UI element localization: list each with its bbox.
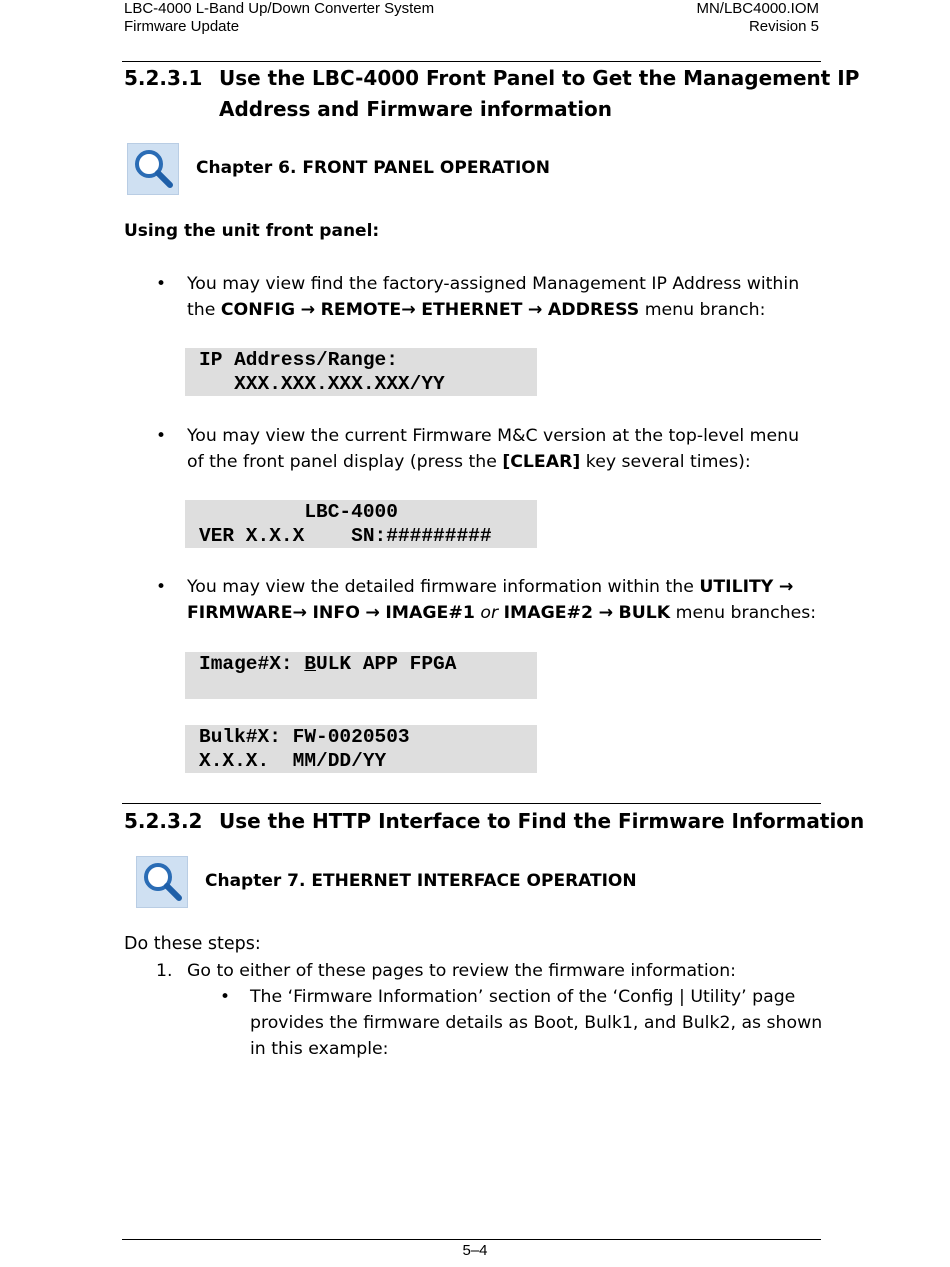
bullet-1-line2: the CONFIG → REMOTE→ ETHERNET → ADDRESS menu branch: — [187, 300, 766, 320]
step-1-number: 1. — [156, 961, 173, 981]
image-select-display: Image#X: BULK APP FPGA — [185, 652, 537, 699]
ip-address-display: IP Address/Range: XXX.XXX.XXX.XXX/YY — [185, 348, 537, 396]
bullet-2-text — [187, 423, 799, 475]
sub-bullet-marker: • — [220, 987, 231, 1007]
running-header-right — [696, 0, 819, 36]
cursor-position: B — [304, 653, 317, 675]
section1-number: 5.2.3.1 — [124, 66, 203, 90]
bulk-info-display: Bulk#X: FW-0020503 X.X.X. MM/DD/YY — [185, 725, 537, 773]
chapter6-reference: Chapter 6. FRONT PANEL OPERATION — [196, 158, 550, 178]
sub-bullet-text — [250, 984, 822, 1062]
footer-rule — [122, 1239, 821, 1240]
bullet-2-line1: You may view the current Firmware M&C version at the top-level menu — [187, 426, 800, 446]
section1-rule — [122, 61, 821, 62]
bullet-1-marker: • — [156, 274, 167, 294]
steps-intro: Do these steps: — [124, 934, 261, 954]
version-display: LBC-4000 VER X.X.X SN:######### — [185, 500, 537, 548]
magnifier-icon — [127, 143, 179, 195]
bullet-2-marker: • — [156, 426, 167, 446]
magnifier-icon — [136, 856, 188, 908]
section2-rule — [122, 803, 821, 804]
sub-bullet-line2: provides the firmware details as Boot, Bulk1, and Bulk2, as shown — [250, 1013, 823, 1033]
bullet-3-line2: FIRMWARE→ INFO → IMAGE#1 or IMAGE#2 → BULK menu branches: — [187, 603, 817, 623]
sub-bullet-line1: The ‘Firmware Information’ section of the ‘Config | Utility’ page — [250, 987, 796, 1007]
bullet-3-line1: You may view the detailed firmware information within the UTILITY → — [187, 577, 794, 597]
section2-number: 5.2.3.2 — [124, 809, 203, 833]
header-product: LBC-4000 L-Band Up/Down Converter System — [124, 0, 435, 17]
section2-title: Use the HTTP Interface to Find the Firmware Information — [219, 809, 865, 833]
section1-title — [219, 63, 859, 125]
chapter7-reference: Chapter 7. ETHERNET INTERFACE OPERATION — [205, 871, 637, 891]
bullet-1-text — [187, 271, 799, 323]
sub-bullet-line3: in this example: — [250, 1039, 389, 1059]
running-header-left — [124, 0, 434, 36]
bullet-3-text — [187, 574, 816, 626]
front-panel-intro: Using the unit front panel: — [124, 221, 380, 241]
bullet-3-marker: • — [156, 577, 167, 597]
header-doc-id: MN/LBC4000.IOM — [696, 0, 819, 17]
page-number: 5–4 — [462, 1242, 488, 1259]
bullet-2-line2: of the front panel display (press the [CLEAR] key several times): — [187, 452, 751, 472]
header-chapter: Firmware Update — [124, 18, 240, 35]
section1-title-line1: Use the LBC-4000 Front Panel to Get the Management IP — [219, 66, 860, 90]
header-revision: Revision 5 — [748, 18, 819, 35]
step-1-text: Go to either of these pages to review the firmware information: — [187, 961, 736, 981]
bullet-1-line1: You may view find the factory-assigned Management IP Address within — [187, 274, 800, 294]
section1-title-line2: Address and Firmware information — [219, 97, 613, 121]
